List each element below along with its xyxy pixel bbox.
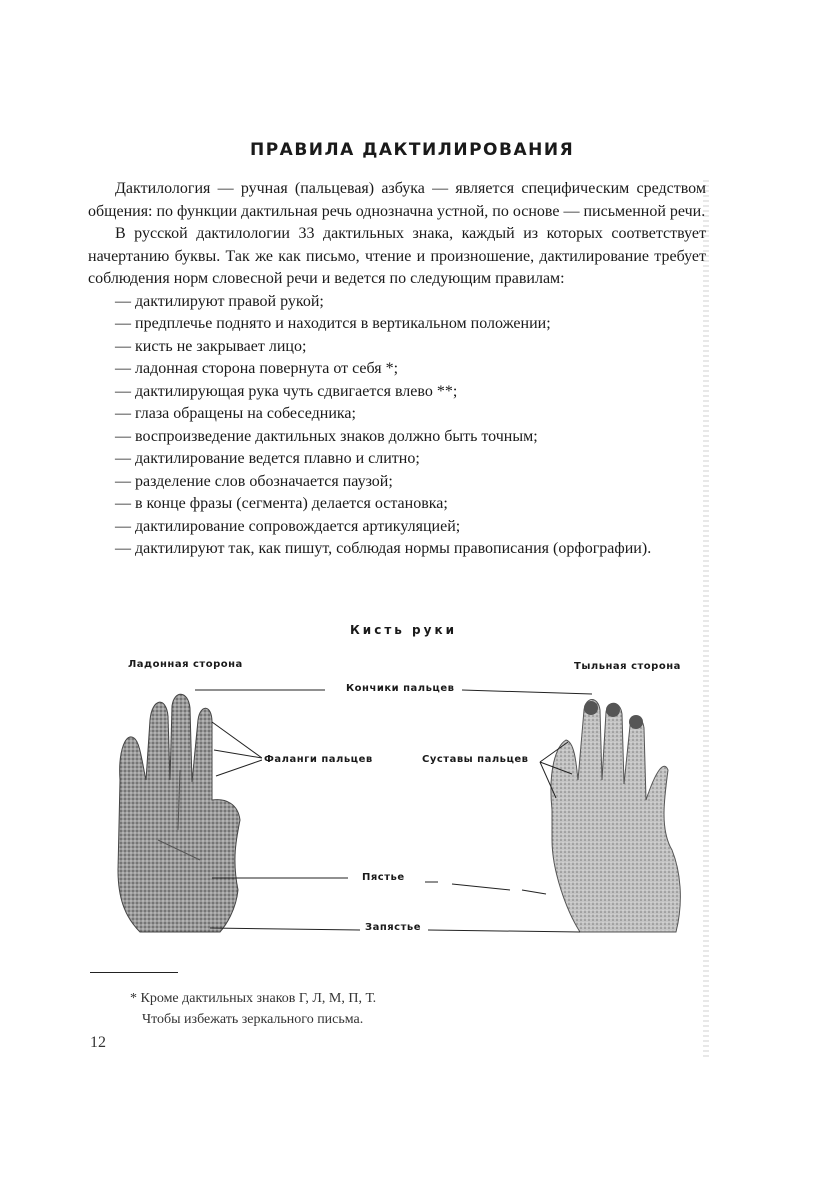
label-phalanges: Фаланги пальцев [264, 754, 373, 765]
footnote-divider [90, 972, 178, 973]
rule-item: — дактилирование сопровождается артикуляцией; [115, 517, 461, 535]
label-metacarpus: Пястье [362, 872, 405, 883]
rule-item: — дактилирование ведется плавно и слитно; [115, 450, 420, 467]
rule-item: — дактилирующая рука чуть сдвигается влево **; [115, 382, 458, 400]
back-side-hand [551, 700, 680, 933]
label-fingertips: Кончики пальцев [346, 683, 455, 694]
rule-item: — дактилируют правой рукой; [115, 292, 324, 310]
rule-item: — ладонная сторона повернута от себя *; [115, 360, 399, 377]
figure-title: Кисть руки [350, 623, 458, 637]
page-title: ПРАВИЛА ДАКТИЛИРОВАНИЯ [250, 140, 575, 160]
rule-item-last: — дактилируют так, как пишут, соблюдая нормы правописания (орфографии). [115, 540, 652, 557]
rule-item: — в конце фразы (сегмента) делается остановка; [115, 495, 448, 512]
label-joints: Суставы пальцев [422, 754, 529, 765]
rule-item: — предплечье поднято и находится в вертикальном положении; [115, 315, 551, 332]
palm-side-hand [118, 694, 240, 932]
label-wrist: Запястье [365, 922, 422, 933]
rule-item: — разделение слов обозначается паузой; [115, 472, 393, 490]
rule-item: — глаза обращены на собеседника; [115, 405, 356, 422]
footnote-1: * Кроме дактильных знаков Г, Л, М, П, Т. [130, 991, 377, 1006]
paragraph-rules-intro: В русской дактилологии 33 дактильных знака, каждый из которых соответствует начертанию буквы. Так же как письмо, чтение и произношение, дактилирование требует соблюдения норм словесной речи и ведется по следующим правилам: [88, 225, 706, 287]
page-number: 12 [90, 1034, 106, 1051]
footnote-2: Чтобы избежать зеркального письма. [142, 1012, 364, 1027]
paragraph-intro: Дактилология — ручная (пальцевая) азбука — является специфическим средством общения: по функции дактильная речь однозначна устной, по основе — письменной речи. [88, 180, 706, 220]
body-text [88, 178, 706, 561]
rule-item: — воспроизведение дактильных знаков должно быть точным; [115, 427, 538, 445]
footnotes [130, 988, 376, 1030]
label-back-side: Тыльная сторона [574, 661, 681, 672]
rule-item: — кисть не закрывает лицо; [115, 337, 307, 355]
hand-figure [0, 650, 840, 950]
label-palm-side: Ладонная сторона [128, 659, 243, 670]
